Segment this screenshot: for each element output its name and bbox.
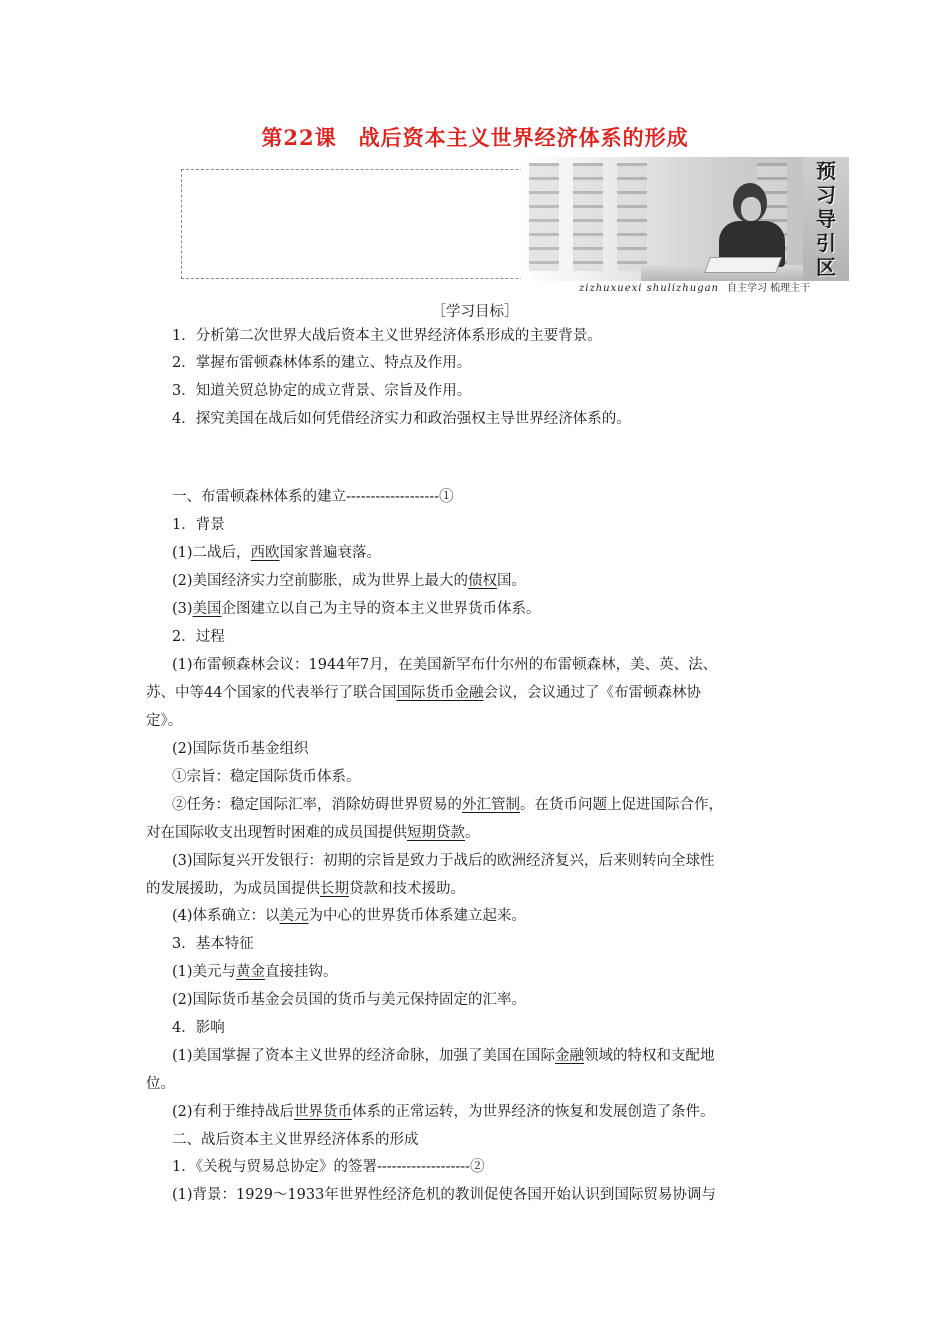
paragraph-line: (1)二战后，西欧国家普遍衰落。	[172, 545, 382, 561]
bookshelf-graphic	[617, 163, 647, 271]
goals-heading: ［学习目标］	[431, 304, 519, 320]
banner-tag-char: 预	[816, 159, 836, 183]
bookshelf-graphic	[529, 163, 559, 271]
paragraph-line: 的发展援助，为成员国提供长期贷款和技术援助。	[146, 881, 465, 897]
banner-subtitle	[579, 279, 810, 294]
blank-answer: 金融	[555, 1048, 585, 1064]
preview-banner	[181, 157, 849, 295]
paragraph-line: 苏、中等44个国家的代表举行了联合国国际货币金融会议，会议通过了《布雷顿森林协	[146, 685, 701, 701]
book-graphic	[704, 257, 782, 273]
student-face-graphic	[741, 197, 761, 221]
paragraph-line: 对在国际收支出现暂时困难的成员国提供短期贷款。	[146, 825, 480, 841]
banner-tag-char: 习	[816, 183, 836, 207]
blank-answer: 西欧	[250, 545, 280, 561]
paragraph-line: (2)美国经济实力空前膨胀，成为世界上最大的债权国。	[172, 573, 527, 589]
paragraph-line: (2)国际货币基金会员国的货币与美元保持固定的汇率。	[172, 992, 527, 1008]
paragraph-line: ①宗旨：稳定国际货币体系。	[172, 769, 361, 785]
blank-answer: 外汇管制	[462, 797, 520, 813]
paragraph-line: 位。	[146, 1076, 175, 1092]
banner-subtitle-text: 自主学习 梳理主干	[727, 283, 811, 294]
paragraph-line: (3)美国企图建立以自己为主导的资本主义世界货币体系。	[172, 601, 541, 617]
blank-answer: 美元	[279, 908, 309, 924]
blank-answer: 债权	[468, 573, 498, 589]
blank-answer: 长期	[320, 881, 349, 897]
banner-pinyin: zizhuxuexi shulizhugan	[579, 283, 719, 294]
section-heading: 一、布雷顿森林体系的建立-------------------①	[172, 489, 454, 505]
lesson-title: 第22课 战后资本主义世界经济体系的形成	[261, 125, 689, 150]
paragraph-line: (2)有利于维持战后世界货币体系的正常运转，为世界经济的恢复和发展创造了条件。	[172, 1104, 715, 1120]
goal-item: 2．掌握布雷顿森林体系的建立、特点及作用。	[172, 355, 472, 371]
goal-item: 4．探究美国在战后如何凭借经济实力和政治强权主导世界经济体系的。	[172, 411, 631, 427]
paragraph-line: (1)布雷顿森林会议：1944年7月，在美国新罕布什尔州的布雷顿森林，美、英、法、	[172, 657, 718, 673]
section-heading: 二、战后资本主义世界经济体系的形成	[172, 1132, 419, 1148]
paragraph-line: (2)国际货币基金组织	[172, 741, 309, 757]
banner-tag	[803, 157, 849, 281]
paragraph-line: ②任务：稳定国际汇率，消除妨碍世界贸易的外汇管制。在货币问题上促进国际合作，	[172, 797, 723, 813]
banner-tag-char: 导	[816, 207, 836, 231]
subsection-heading: 1．背景	[172, 517, 225, 533]
paragraph-line: (4)体系确立：以美元为中心的世界货币体系建立起来。	[172, 908, 527, 924]
banner-photo	[521, 157, 849, 281]
paragraph-line: (1)美国掌握了资本主义世界的经济命脉，加强了美国在国际金融领域的特权和支配地	[172, 1048, 715, 1064]
bookshelf-graphic	[573, 163, 603, 271]
paragraph-line: (1)背景：1929～1933年世界性经济危机的教训促使各国开始认识到国际贸易协调与	[172, 1187, 716, 1203]
paragraph-line: (3)国际复兴开发银行：初期的宗旨是致力于战后的欧洲经济复兴，后来则转向全球性	[172, 853, 715, 869]
blank-answer: 黄金	[236, 964, 266, 980]
banner-tag-char: 区	[816, 255, 836, 279]
blank-answer: 国际货币金融	[396, 685, 484, 701]
subsection-heading: 1．《关税与贸易总协定》的签署-------------------②	[172, 1159, 485, 1175]
subsection-heading: 2．过程	[172, 629, 225, 645]
blank-answer: 短期贷款	[407, 825, 465, 841]
goal-item: 3．知道关贸总协定的成立背景、宗旨及作用。	[172, 383, 472, 399]
subsection-heading: 4．影响	[172, 1020, 225, 1036]
paragraph-line: (1)美元与黄金直接挂钩。	[172, 964, 338, 980]
banner-tag-char: 引	[816, 231, 836, 255]
blank-answer: 世界货币	[294, 1104, 353, 1120]
goal-item: 1．分析第二次世界大战后资本主义世界经济体系形成的主要背景。	[172, 328, 602, 344]
blank-answer: 美国	[192, 601, 222, 617]
subsection-heading: 3．基本特征	[172, 936, 254, 952]
paragraph-line: 定》。	[146, 713, 183, 729]
